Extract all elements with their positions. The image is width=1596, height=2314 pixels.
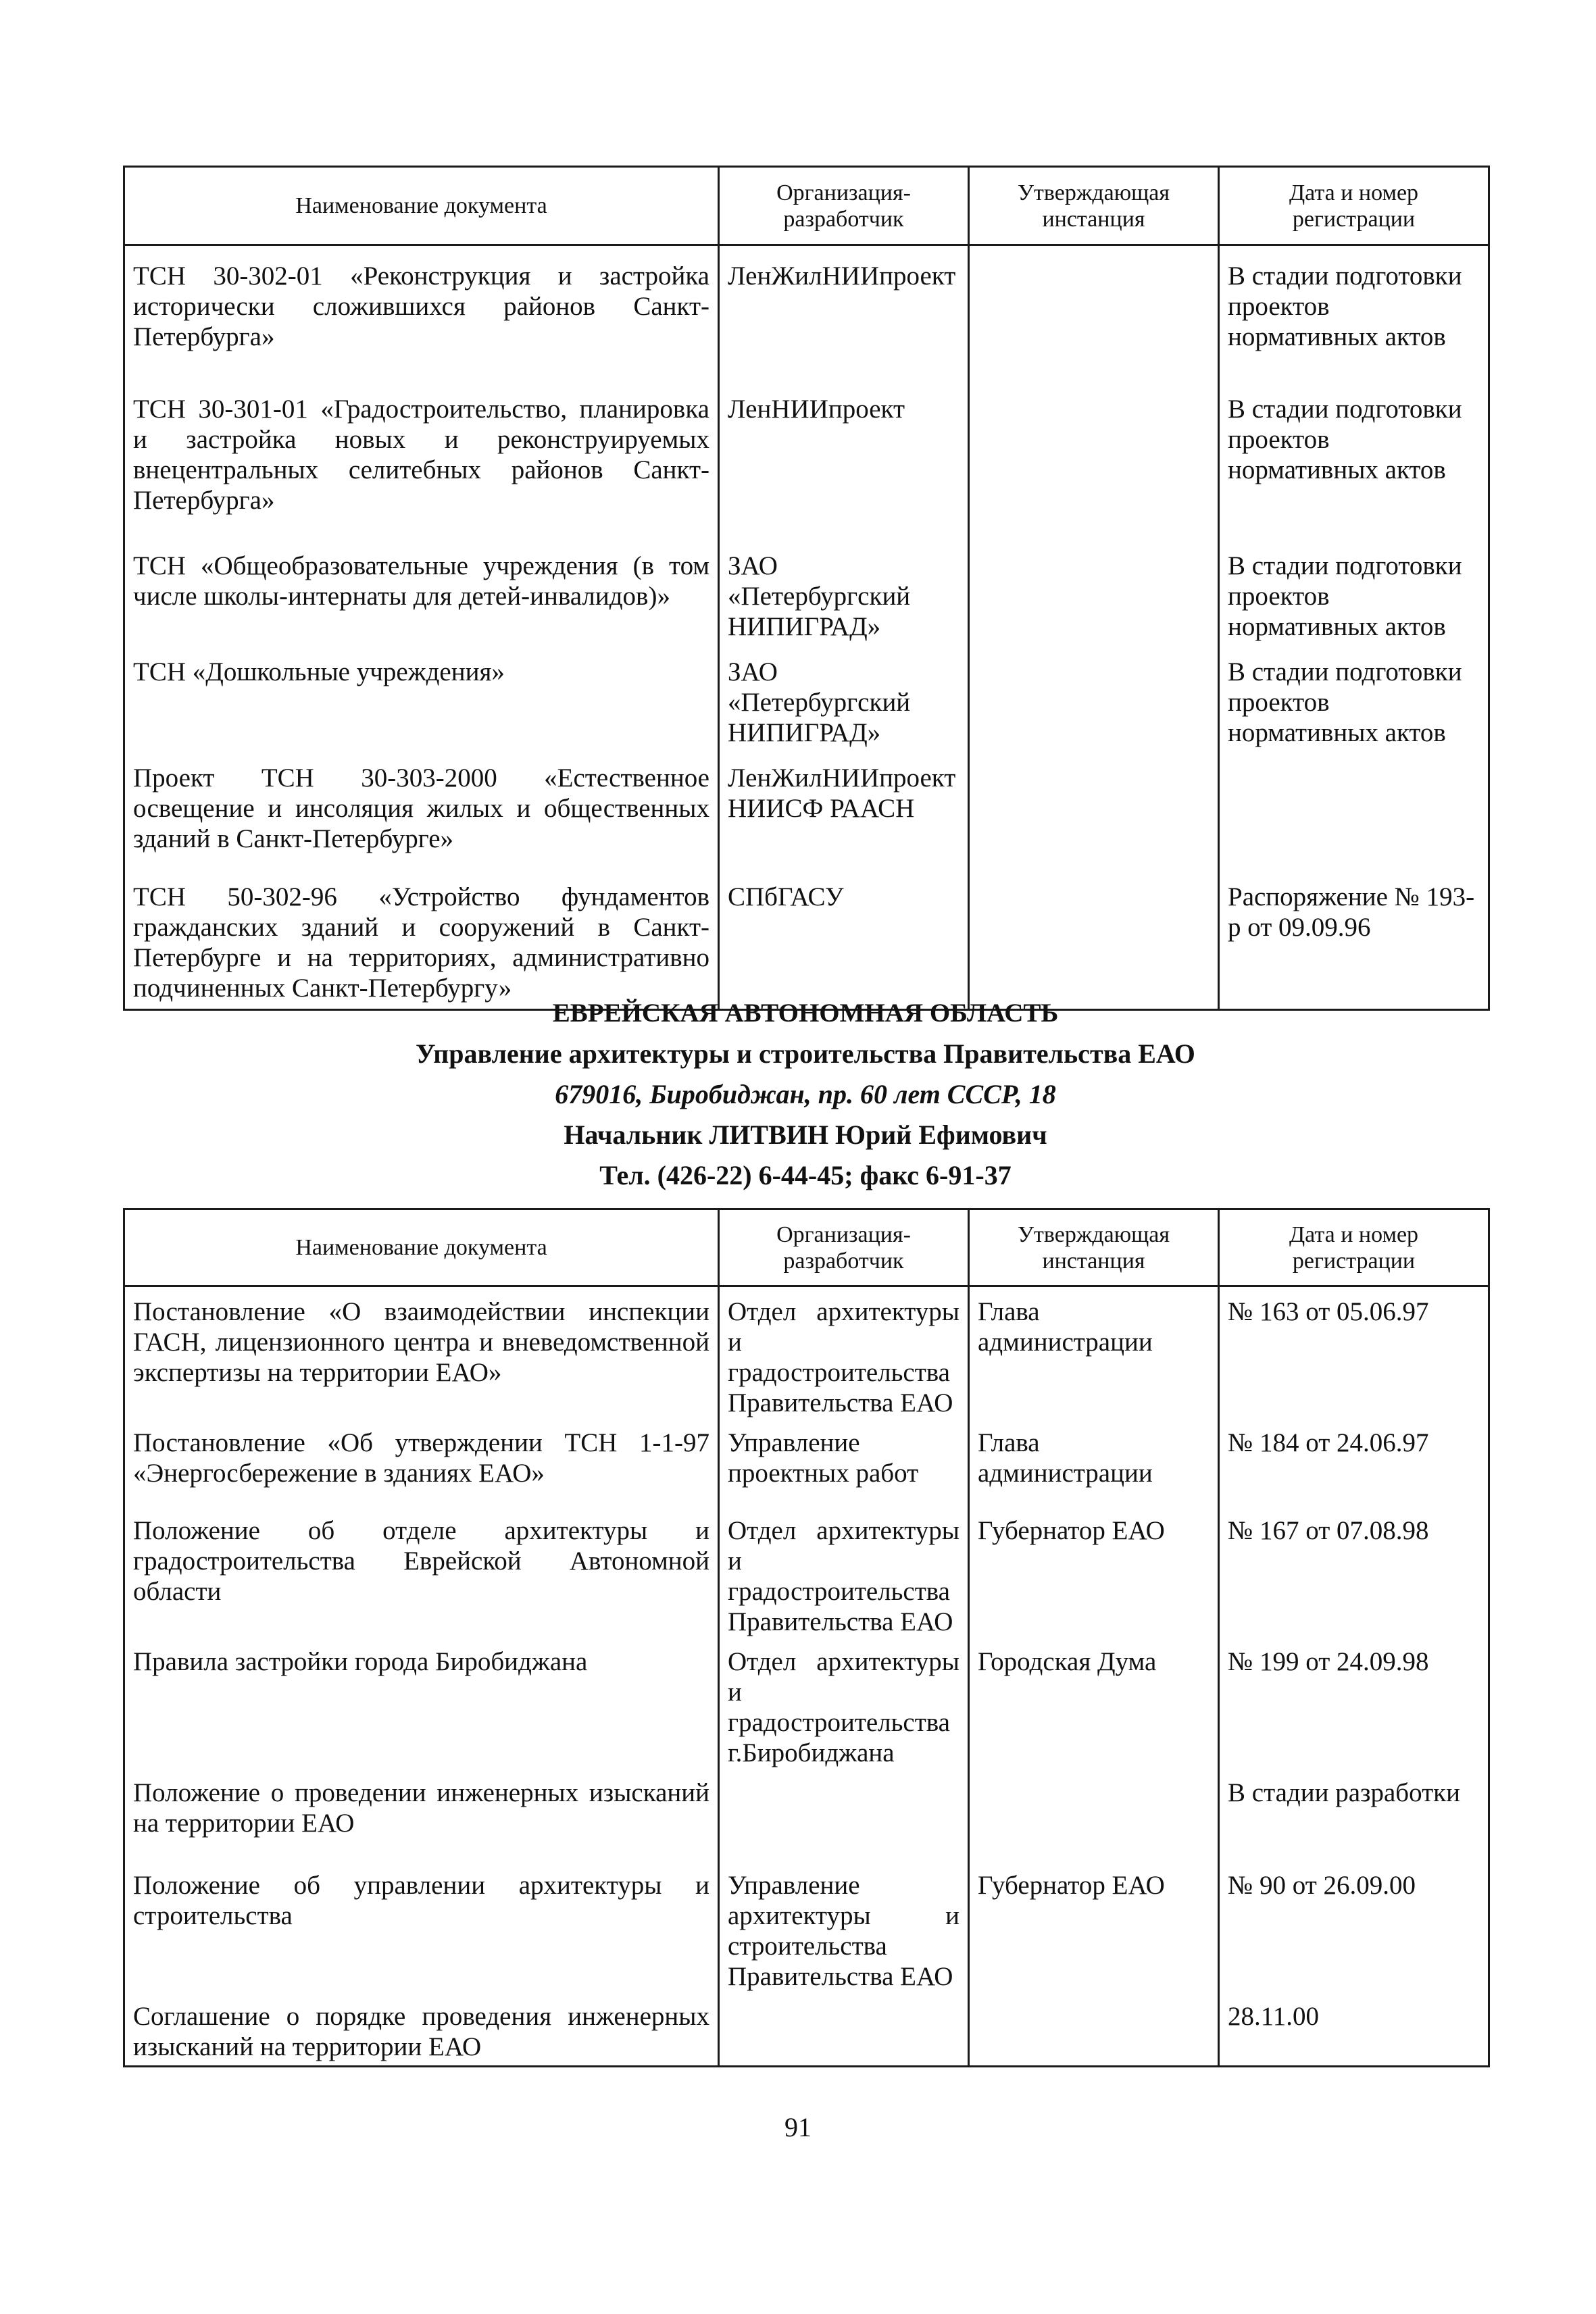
cell-approving-body: Губернатор ЕАО — [969, 1506, 1219, 1637]
cell-registration: В стадии подготовки проектов нормативных актов — [1219, 245, 1489, 379]
cell-registration: Распоряжение № 193-р от 09.09.96 — [1219, 867, 1489, 1010]
table-row — [124, 1418, 1489, 1506]
department-head: Начальник ЛИТВИН Юрий Ефимович — [564, 1120, 1047, 1150]
cell-approving-body — [969, 379, 1219, 536]
cell-registration: В стадии разработки — [1219, 1768, 1489, 1861]
cell-registration: 28.11.00 — [1219, 1992, 1489, 2066]
cell-registration: В стадии подготовки проектов нормативных актов — [1219, 536, 1489, 642]
page-number: 91 — [784, 2112, 812, 2142]
cell-registration: № 167 от 07.08.98 — [1219, 1506, 1489, 1637]
cell-approving-body: Глава администрации — [969, 1286, 1219, 1419]
region-title: ЕВРЕЙСКАЯ АВТОНОМНАЯ ОБЛАСТЬ — [552, 999, 1059, 1028]
cell-organization: Отдел архитектуры и градостроительства Правительства ЕАО — [719, 1506, 969, 1637]
cell-organization: СПбГАСУ — [719, 867, 969, 1010]
department-phone: Тел. (426-22) 6-44-45; факс 6-91-37 — [599, 1160, 1012, 1190]
header-approving-body: Утверждающая инстанция — [969, 167, 1219, 245]
cell-organization: Отдел архитектуры и градостроительства Правительства ЕАО — [719, 1286, 969, 1419]
cell-organization: Отдел архитектуры и градостроительства г.Биробиджана — [719, 1637, 969, 1768]
cell-registration: № 163 от 05.06.97 — [1219, 1286, 1489, 1419]
cell-organization — [719, 1992, 969, 2066]
header-organization: Организация- разработчик — [719, 1209, 969, 1286]
table-row — [124, 1768, 1489, 1861]
cell-document: ТСН 30-301-01 «Градостроительство, планировка и застройка новых и реконструируемых внецентральных селитебных районов Санкт-Петербурга» — [124, 379, 719, 536]
cell-approving-body: Губернатор ЕАО — [969, 1861, 1219, 1992]
table-row — [124, 536, 1489, 642]
cell-document: ТСН «Дошкольные учреждения» — [124, 642, 719, 748]
cell-registration: В стадии подготовки проектов нормативных актов — [1219, 642, 1489, 748]
table-row — [124, 245, 1489, 379]
cell-approving-body — [969, 1992, 1219, 2066]
cell-organization: ЗАО «Петербургский НИПИГРАД» — [719, 642, 969, 748]
header-organization: Организация- разработчик — [719, 167, 969, 245]
header-registration: Дата и номер регистрации — [1219, 167, 1489, 245]
cell-organization: ЛенЖилНИИпроект — [719, 245, 969, 379]
cell-document: ТСН 50-302-96 «Устройство фундаментов гражданских зданий и сооружений в Санкт-Петербурге и на территориях, административно подчиненных Санкт-Петербургу» — [124, 867, 719, 1010]
department-name: Управление архитектуры и строительства Правительства ЕАО — [416, 1038, 1195, 1069]
cell-approving-body: Городская Дума — [969, 1637, 1219, 1768]
cell-organization: ЛенНИИпроект — [719, 379, 969, 536]
header-document: Наименование документа — [124, 167, 719, 245]
table-row — [124, 1861, 1489, 1992]
cell-approving-body — [969, 867, 1219, 1010]
registry-table-spb — [123, 166, 1490, 1011]
cell-document: Проект ТСН 30-303-2000 «Естественное освещение и инсоляция жилых и общественных зданий в Санкт-Петербурге» — [124, 748, 719, 867]
cell-document: Постановление «Об утверждении ТСН 1-1-97 «Энергосбережение в зданиях ЕАО» — [124, 1418, 719, 1506]
cell-registration — [1219, 748, 1489, 867]
table-row — [124, 867, 1489, 1010]
cell-organization: Управление проектных работ — [719, 1418, 969, 1506]
department-address: 679016, Биробиджан, пр. 60 лет СССР, 18 — [555, 1079, 1056, 1109]
cell-organization: ЛенЖилНИИпроект НИИСФ РААСН — [719, 748, 969, 867]
table-row — [124, 642, 1489, 748]
cell-document: Постановление «О взаимодействии инспекции ГАСН, лицензионного центра и вневедомственной экспертизы на территории ЕАО» — [124, 1286, 719, 1419]
cell-document: Положение об отделе архитектуры и градостроительства Еврейской Автономной области — [124, 1506, 719, 1637]
cell-registration: № 199 от 24.09.98 — [1219, 1637, 1489, 1768]
cell-document: Положение об управлении архитектуры и строительства — [124, 1861, 719, 1992]
cell-document: Правила застройки города Биробиджана — [124, 1637, 719, 1768]
table-row — [124, 1637, 1489, 1768]
table-row — [124, 1286, 1489, 1419]
cell-approving-body — [969, 245, 1219, 379]
cell-organization — [719, 1768, 969, 1861]
table-row — [124, 1506, 1489, 1637]
cell-document: Положение о проведении инженерных изысканий на территории ЕАО — [124, 1768, 719, 1861]
table-header-row — [124, 1209, 1489, 1286]
header-document: Наименование документа — [124, 1209, 719, 1286]
organization-block — [123, 993, 1488, 1196]
cell-organization: ЗАО «Петербургский НИПИГРАД» — [719, 536, 969, 642]
table-row — [124, 379, 1489, 536]
cell-approving-body — [969, 642, 1219, 748]
cell-approving-body — [969, 536, 1219, 642]
cell-document: Соглашение о порядке проведения инженерных изысканий на территории ЕАО — [124, 1992, 719, 2066]
cell-registration: В стадии подготовки проектов нормативных актов — [1219, 379, 1489, 536]
table-header-row — [124, 167, 1489, 245]
cell-registration: № 90 от 26.09.00 — [1219, 1861, 1489, 1992]
cell-document: ТСН «Общеобразовательные учреждения (в том числе школы-интернаты для детей-инвалидов)» — [124, 536, 719, 642]
header-registration: Дата и номер регистрации — [1219, 1209, 1489, 1286]
registry-table-eao — [123, 1208, 1490, 2067]
cell-document: ТСН 30-302-01 «Реконструкция и застройка исторически сложившихся районов Санкт-Петербурга» — [124, 245, 719, 379]
table-row — [124, 1992, 1489, 2066]
header-approving-body: Утверждающая инстанция — [969, 1209, 1219, 1286]
table-row — [124, 748, 1489, 867]
cell-approving-body: Глава администрации — [969, 1418, 1219, 1506]
cell-registration: № 184 от 24.06.97 — [1219, 1418, 1489, 1506]
cell-organization: Управление архитектуры и строительства Правительства ЕАО — [719, 1861, 969, 1992]
cell-approving-body — [969, 1768, 1219, 1861]
cell-approving-body — [969, 748, 1219, 867]
